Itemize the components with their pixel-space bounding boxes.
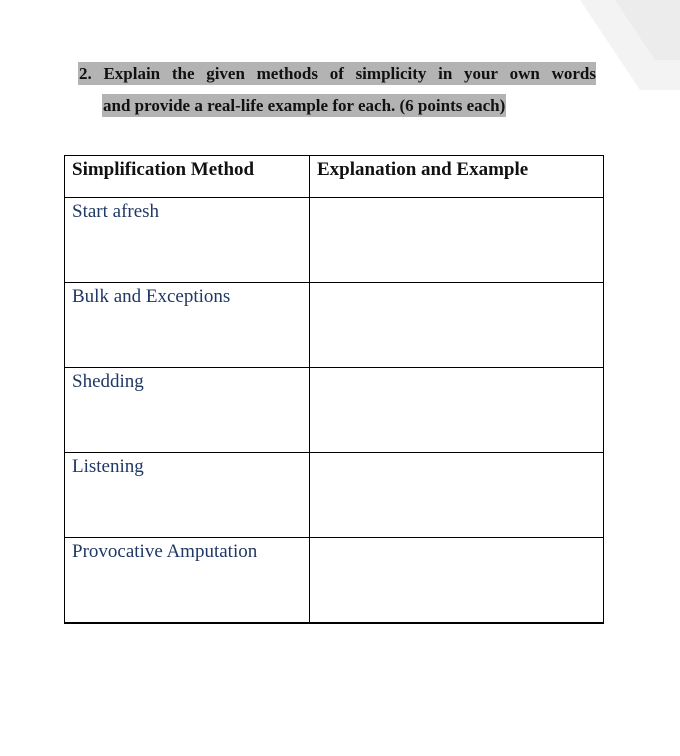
table-header-row [65,156,604,198]
table-row [65,538,604,623]
table-row [65,283,604,368]
header-explanation: Explanation and Example [310,156,604,198]
question-word: 2. [79,64,92,83]
question-word: own [509,64,540,83]
question-word: words [551,64,596,83]
methods-table [64,155,604,624]
question-prompt [78,62,596,122]
answer-cell[interactable] [310,453,604,538]
answer-cell[interactable] [310,368,604,453]
answer-cell[interactable] [310,538,604,623]
answer-cell[interactable] [310,198,604,283]
method-cell: Start afresh [65,198,310,283]
question-line-2: and provide a real-life example for each. (6 points each) [103,96,506,115]
table-row [65,198,604,283]
table-row [65,453,604,538]
question-word: Explain [103,64,161,83]
question-word: methods [256,64,319,83]
question-word: the [171,64,195,83]
question-line-1 [78,62,596,85]
question-word: given [206,64,245,83]
question-word: simplicity [355,64,427,83]
header-method: Simplification Method [65,156,310,198]
method-cell: Provocative Amputation [65,538,310,623]
method-cell: Listening [65,453,310,538]
question-word: of [329,64,344,83]
method-cell: Bulk and Exceptions [65,283,310,368]
method-cell: Shedding [65,368,310,453]
answer-cell[interactable] [310,283,604,368]
table-row [65,368,604,453]
question-word: your [463,64,498,83]
question-word: in [438,64,453,83]
